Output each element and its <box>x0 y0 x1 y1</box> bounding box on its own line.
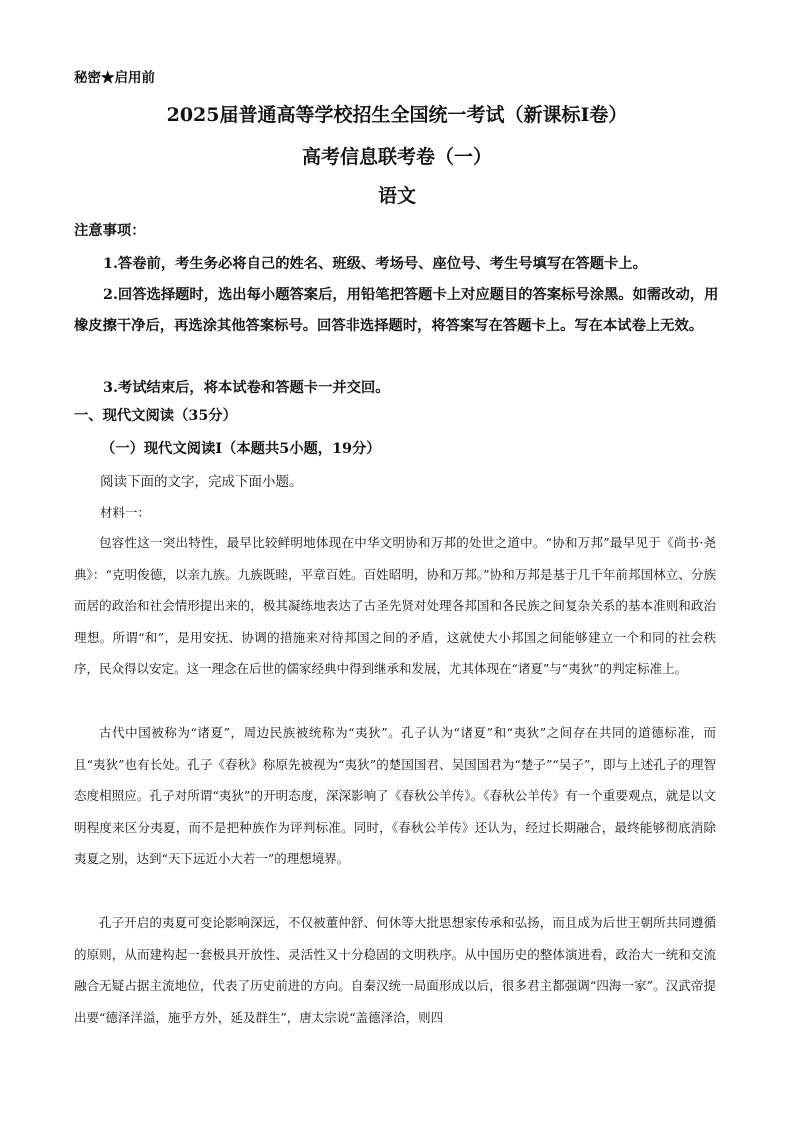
section-title: 一、现代文阅读（35分） <box>74 408 237 424</box>
passage-paragraph-2: 古代中国被称为“诸夏”，周边民族被统称为“夷狄”。孔子认为“诸夏”和“夷狄”之间存在共同的道德标准，而且“夷狄”也有长处。孔子《春秋》称原先被视为“夷狄”的楚国国君、吴国国君为“楚子”“吴子”，即与上述孔子的理智态度相照应。孔子对所谓“夷狄”的开明态度，深深影响了《春秋公羊传》。《春秋公羊传》有一个重要观点，就是以文明程度来区分夷夏，而不是把种族作为评判标准。同时，《春秋公羊传》还认为，经过长期融合，最终能够彻底消除夷夏之别，达到“天下远近小大若一”的理想境界。 <box>74 725 716 866</box>
instruction-item-2: 2.回答选择题时，选出每小题答案后，用铅笔把答题卡上对应题目的答案标号涂黑。如需改动，用橡皮擦干净后，再选涂其他答案标号。回答非选择题时，将答案写在答题卡上。写在本试卷上无效。 <box>74 287 719 334</box>
secret-label: 秘密★启用前 <box>74 70 155 86</box>
instruction-item-1: 1.答卷前，考生务必将自己的姓名、班级、考场号、座位号、考生号填写在答题卡上。 <box>103 256 647 272</box>
subject-title: 语文 <box>377 185 416 207</box>
exam-title: 2025届普通高等学校招生全国统一考试（新课标Ⅰ卷） <box>166 104 628 126</box>
subsection-title: （一）现代文阅读Ⅰ（本题共5小题，19分） <box>101 441 381 457</box>
instructions-heading: 注意事项： <box>74 223 146 239</box>
passage-paragraph-3: 孔子开启的夷夏可变论影响深远，不仅被董仲舒、何休等大批思想家传承和弘扬，而且成为后世王朝所共同遵循的原则，从而建构起一套极具开放性、灵活性又十分稳固的文明秩序。从中国历史的整体演进看，政治大一统和交流融合无疑占据主流地位，代表了历史前进的方向。自秦汉统一局面形成以后，很多君主都强调“四海一家”。汉武帝提出要“德泽洋溢，施乎方外，延及群生”，唐太宗说“盖德泽洽，则四 <box>74 915 716 1025</box>
reading-prompt: 阅读下面的文字，完成下面小题。 <box>100 474 303 489</box>
instruction-item-3: 3.考试结束后，将本试卷和答题卡一并交回。 <box>103 380 390 396</box>
exam-subtitle: 高考信息联考卷（一） <box>301 146 492 168</box>
passage-paragraph-1: 包容性这一突出特性，最早比较鲜明地体现在中华文明协和万邦的处世之道中。“协和万邦”最早见于《尚书·尧典》：“克明俊德，以亲九族。九族既睦，平章百姓。百姓昭明，协和万邦。”协和万邦是基于几千年前邦国林立、分族而居的政治和社会情形提出来的，极其凝练地表达了古圣先贤对处理各邦国和各民族之间复杂关系的基本准则和政治理想。所谓“和”，是用安抚、协调的措施来对待邦国之间的矛盾，这就使大小邦国之间能够建立一个和同的社会秩序，民众得以安定。这一理念在后世的儒家经典中得到继承和发展，尤其体现在“诸夏”与“夷狄”的判定标准上。 <box>74 535 716 676</box>
material-label: 材料一： <box>100 505 151 520</box>
